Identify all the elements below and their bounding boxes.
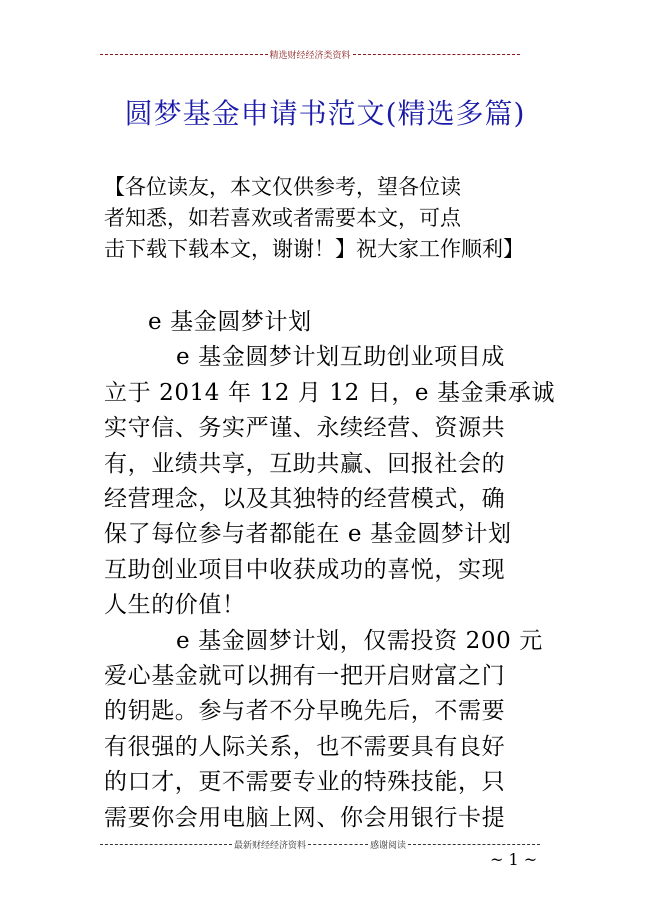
document-title: 圆梦基金申请书范文(精选多篇) [124,97,526,130]
paragraph-2-line: 需要你会用电脑上网、你会用银行卡提 [104,804,506,831]
paragraph-1-line: 经营理念，以及其独特的经营模式，确 [104,486,506,513]
paragraph-1-line: e 基金圆梦计划互助创业项目成 [176,344,505,371]
paragraph-1-line: 人生的价值！ [104,592,246,619]
page-number: ~ 1 ~ [490,850,538,869]
paragraph-1-line: 立于 2014 年 12 月 12 日，e 基金秉承诚 [104,379,556,406]
header-dash-left [100,54,268,55]
paragraph-1-line: 保了每位参与者都能在 e 基金圆梦计划 [104,521,512,548]
paragraph-2-line: 有很强的人际关系，也不需要具有良好 [104,733,506,760]
paragraph-1-line: 实守信、务实严谨、永续经营、资源共 [104,415,506,442]
paragraph-1-line: 有，业绩共享，互助共赢、回报社会的 [104,450,506,477]
footer-label-left: 最新财经经济资料 [233,841,306,851]
header-rule [100,48,520,61]
footer-dash-left [100,844,232,845]
paragraph-2-line: 爱心基金就可以拥有一把开启财富之门 [104,663,506,690]
footer-dash-middle [308,844,368,845]
section-heading: e 基金圆梦计划 [148,309,312,335]
download-notice [104,172,544,265]
header-dash-right [353,54,521,55]
paragraph-2-line: 的口才，更不需要专业的特殊技能，只 [104,769,506,796]
notice-line: 者知悉，如若喜欢或者需要本文，可点 [104,206,461,230]
footer-label-right: 感谢阅读 [370,841,407,851]
notice-line: 击下载下载本文，谢谢！】祝大家工作顺利】 [104,237,524,261]
paragraph-2-line: e 基金圆梦计划，仅需投资 200 元 [176,627,543,654]
notice-line: 【各位读友，本文仅供参考，望各位读 [104,175,461,199]
footer-dash-right [408,844,540,845]
paragraph-2-line: 的钥匙。参与者不分早晚先后，不需要 [104,698,506,725]
header-label: 精选财经经济类资料 [269,51,351,61]
document-body [104,305,554,836]
footer-rule [100,838,540,851]
paragraph-1-line: 互助创业项目中收获成功的喜悦，实现 [104,556,506,583]
